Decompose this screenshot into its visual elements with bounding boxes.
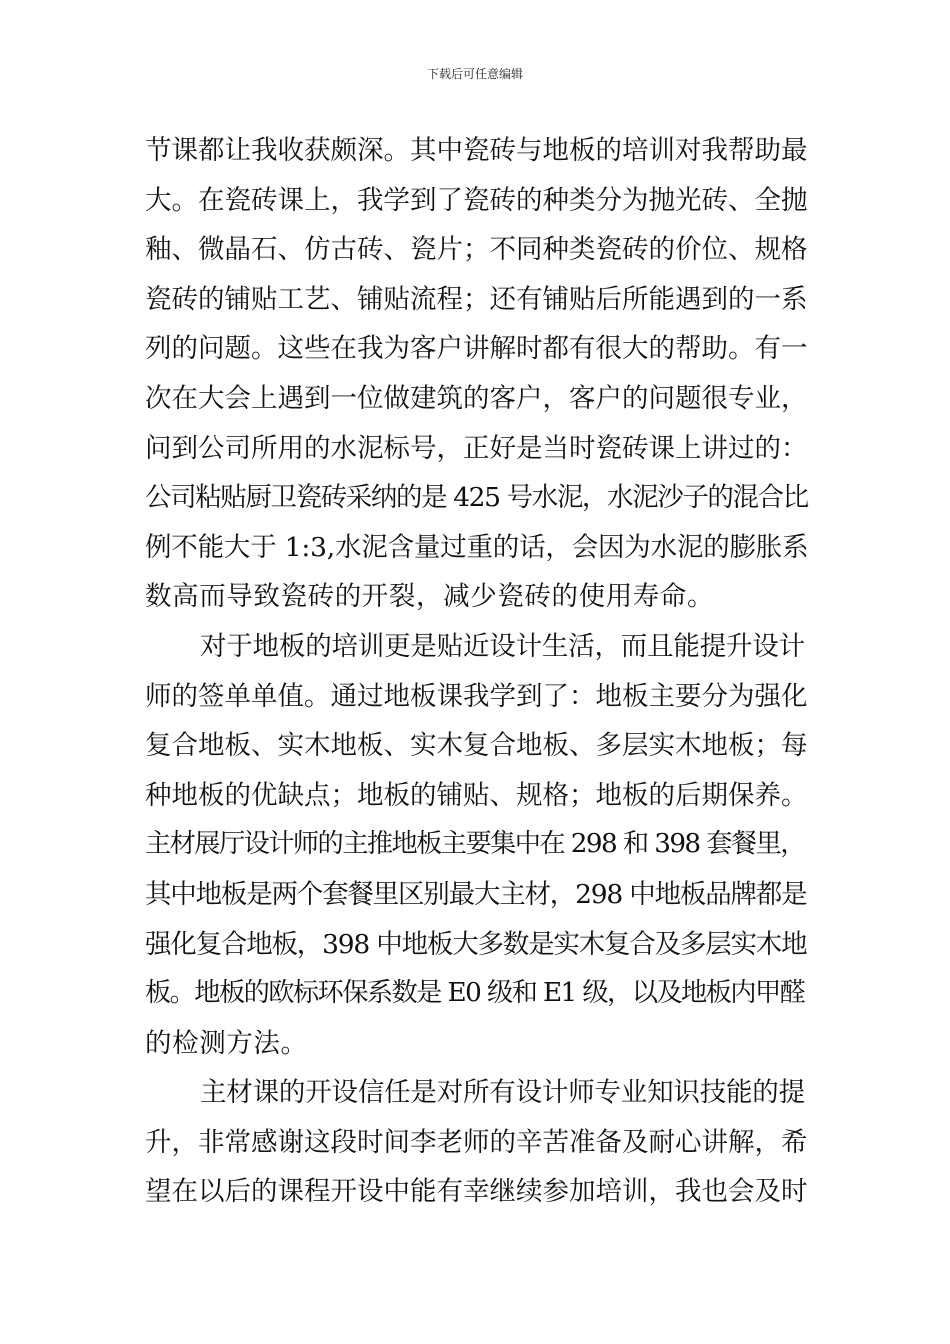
text-line: 公司粘贴厨卫瓷砖采纳的是 425 号水泥，水泥沙子的混合比: [145, 482, 808, 514]
text-line: 问到公司所用的水泥标号，正好是当时瓷砖课上讲过的：: [145, 432, 808, 464]
text-line: 师的签单单值。通过地板课我学到了：地板主要分为强化: [145, 680, 808, 712]
text-line: 升，非常感谢这段时间李老师的辛苦准备及耐心讲解，希: [145, 1126, 808, 1158]
text-line: 大。在瓷砖课上，我学到了瓷砖的种类分为抛光砖、全抛: [145, 184, 808, 216]
text-line: 主材课的开设信任是对所有设计师专业知识技能的提: [200, 1077, 805, 1109]
text-line: 釉、微晶石、仿古砖、瓷片；不同种类瓷砖的价位、规格: [145, 234, 808, 266]
page-header: 下载后可任意编辑: [426, 67, 523, 81]
text-line: 强化复合地板，398 中地板大多数是实木复合及多层实木地: [145, 928, 807, 960]
text-line: 种地板的优缺点；地板的铺贴、规格；地板的后期保养。: [145, 779, 808, 811]
text-line: 其中地板是两个套餐里区别最大主材，298 中地板品牌都是: [145, 878, 807, 910]
text-line: 节课都让我收获颇深。其中瓷砖与地板的培训对我帮助最: [145, 135, 808, 166]
text-line: 板。地板的欧标环保系数是 E0 级和 E1 级，以及地板内甲醛: [145, 978, 805, 1009]
text-line: 次在大会上遇到一位做建筑的客户，客户的问题很专业，: [145, 382, 808, 414]
document-body: [145, 126, 809, 1217]
text-line: 列的问题。这些在我为客户讲解时都有很大的帮助。有一: [145, 333, 808, 365]
text-line: 数高而导致瓷砖的开裂，减少瓷砖的使用寿命。: [145, 581, 715, 613]
text-line: 的检测方法。: [145, 1027, 308, 1059]
text-line: 复合地板、实木地板、实木复合地板、多层实木地板；每: [145, 730, 808, 762]
text-line: 瓷砖的铺贴工艺、铺贴流程；还有铺贴后所能遇到的一系: [145, 283, 808, 315]
text-line: 对于地板的培训更是贴近设计生活，而且能提升设计: [200, 630, 805, 662]
text-line: 望在以后的课程开设中能有幸继续参加培训，我也会及时: [145, 1176, 808, 1208]
text-line: 例不能大于 1:3,水泥含量过重的话，会因为水泥的膨胀系: [145, 531, 809, 563]
text-line: 主材展厅设计师的主推地板主要集中在 298 和 398 套餐里，: [145, 829, 805, 860]
